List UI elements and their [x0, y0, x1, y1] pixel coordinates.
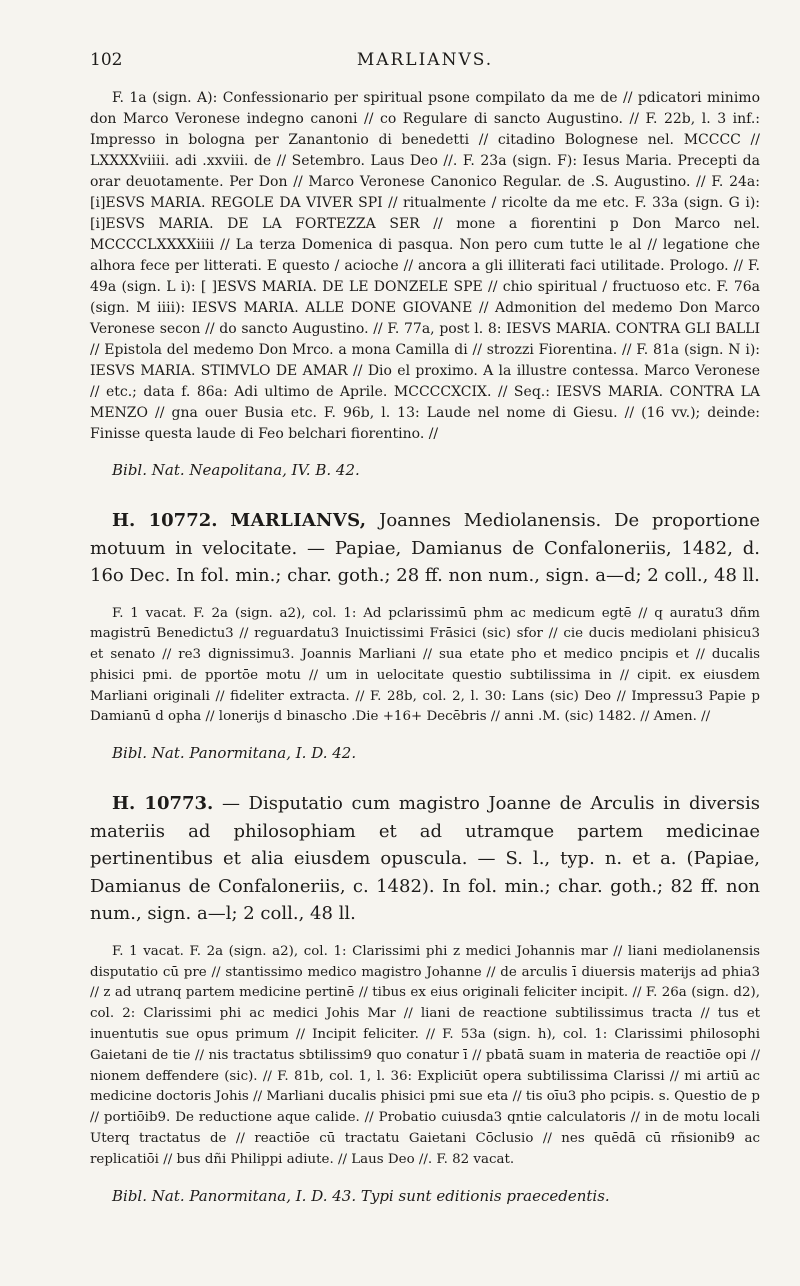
library-reference: Bibl. Nat. Neapolitana, IV. B. 42.: [112, 461, 360, 479]
entry-title: Joannes Mediolanensis. De proportione motuum in velocitate. — Papiae, Damianus de Confaloneriis, 1482, d. 16o Dec. In fol. min.; char. goth.; 28 ff. non num., sign. a—d; 2 coll., 48 ll.: [90, 510, 760, 586]
entry-description: F. 1 vacat. F. 2a (sign. a2), col. 1: Ad pclarissimū phm ac medicum egtē // q auratu3 dñm magistrū Benedictu3 // reguardatu3 Inuictissimi Frāsici (sic) sfor // cie ducis mediolani phisicu3 et senato // re3 dignissimu3. Joannis Marliani // sua etate pho et medico pncipis et // ducalis phisici pmi. de pportōe motu // um in uelocitate questio subtilissima in // cipit. ex eiusdem Marliani originali // fideliter extracta. // F. 28b, col. 2, l. 30: Lans (sic) Deo // Impressu3 Papie p Damianū d opha // lonerijs d binascho .Die +16+ Decēbris // anni .M. (sic) 1482. // Amen. //: [90, 605, 760, 725]
page-number: 102: [90, 50, 123, 70]
entry-description: F. 1a (sign. A): Confessionario per spiritual psone compilato da me de // pdicatori minimo don Marco Veronese indegno canoni // co Regulare di sancto Augustino. // F. 22b, l. 3 inf.: Impresso in bologna per Zanantonio di benedetti // citadino Bolognese nel. MCCCC // LXXXXviiii. adi .xxviii. de // Setembro. Laus Deo //. F. 23a (sign. F): Iesus Maria. Precepti da orar deuotamente. Per Don // Marco Veronese Canonico Regular. de .S. Augustino. // F. 24a: [i]ESVS MARIA. REGOLE DA VIVER SPI // ritualmente / ricolte da me etc. F. 33a (sign. G i): [i]ESVS MARIA. DE LA FORTEZZA SER // mone a fiorentini p Don Marco nel. MCCCCLXXXXiiii // La terza Domenica di pasqua. Non pero cum tutte le al // legatione che alhora fece per litterati. E questo / acioche // ancora a gli illiterati faci utilitade. Prologo. // F. 49a (sign. L i): [ ]ESVS MARIA. DE LE DONZELE SPE // chio spiritual / fructuoso etc. F. 76a (sign. M iiii): IESVS MARIA. ALLE DONE GIOVANE // Admonition del medemo Don Marco Veronese secon // do sancto Augustino. // F. 77a, post l. 8: IESVS MARIA. CONTRA GLI BALLI // Epistola del medemo Don Mrco. a mona Camilla di // strozzi Fiorentina. // F. 81a (sign. N i): IESVS MARIA. STIMVLO DE AMAR // Dio el proximo. A la illustre contessa. Marco Veronese // etc.; data f. 86a: Adi ultimo de Aprile. MCCCCXCIX. // Seq.: IESVS MARIA. CONTRA LA MENZO // gna ouer Busia etc. F. 96b, l. 13: Laude nel nome di Giesu. // (16 vv.); deinde: Finisse questa laude di Feo belchari fiorentino. //: [90, 90, 760, 442]
library-reference: Bibl. Nat. Panormitana, I. D. 43. Typi sunt editionis praecedentis.: [112, 1186, 610, 1205]
page-header: [90, 50, 760, 74]
entry-number: H. 10773.: [112, 793, 214, 815]
entry-description: F. 1 vacat. F. 2a (sign. a2), col. 1: Clarissimi phi z medici Johannis mar // liani mediolanensis disputatio cū pre // stantissimo medico magistro Johanne // de arculis ī diuersis materijs ad phia3 // z ad utranq partem medicine pertinē // tibus ex eius originali feliciter incipit. // F. 26a (sign. d2), col. 2: Clarissimi phi ac medici Johis Mar // liani de reactione subtilissimus tracta // tus et inuentutis sue opus primum // Incipit feliciter. // F. 53a (sign. h), col. 1: Clarissimi philosophi Gaietani de tie // nis tractatus sbtilissim9 quo conatur ī // pbatā suam in materia de reactiōe opi // nionem deffendere (sic). // F. 81b, col. 1, l. 36: Expliciūt opera subtilissima Clarissi // mi artiū ac medicine doctoris Johis // Marliani ducalis phisici pmi sue eta // tis oīu3 pho pcipis. s. Questio de p // portiōib9. De reductione aque calide. // Probatio cuiusda3 qntie calculatoris // in de motu locali Uterq tractatus de // reactiōe cū tractatu Gaietani Cōclusio // nes quēdā cū rñsionib9 ac replicatiōi // bus dñi Philippi adiute. // Laus Deo //. F. 82 vacat.: [90, 943, 760, 1167]
page-content: [90, 88, 760, 1205]
entry-title: — Disputatio cum magistro Joanne de Arculis in diversis materiis ad philosophiam et ad utramque partem medicinae pertinentibus et alia eiusdem opuscula. — S. l., typ. n. et a. (Papiae, Damianus de Confaloneriis, c. 1482). In fol. min.; char. goth.; 82 ff. non num., sign. a—l; 2 coll., 48 ll.: [90, 793, 760, 925]
catalog-entry-heading: [90, 790, 760, 928]
entry-number: H. 10772.: [112, 510, 218, 531]
library-reference: Bibl. Nat. Panormitana, I. D. 42.: [112, 744, 357, 763]
running-head: MARLIANVS.: [356, 50, 494, 70]
entry-author: MARLIANVS,: [230, 510, 367, 531]
catalog-entry-heading: [90, 507, 760, 590]
